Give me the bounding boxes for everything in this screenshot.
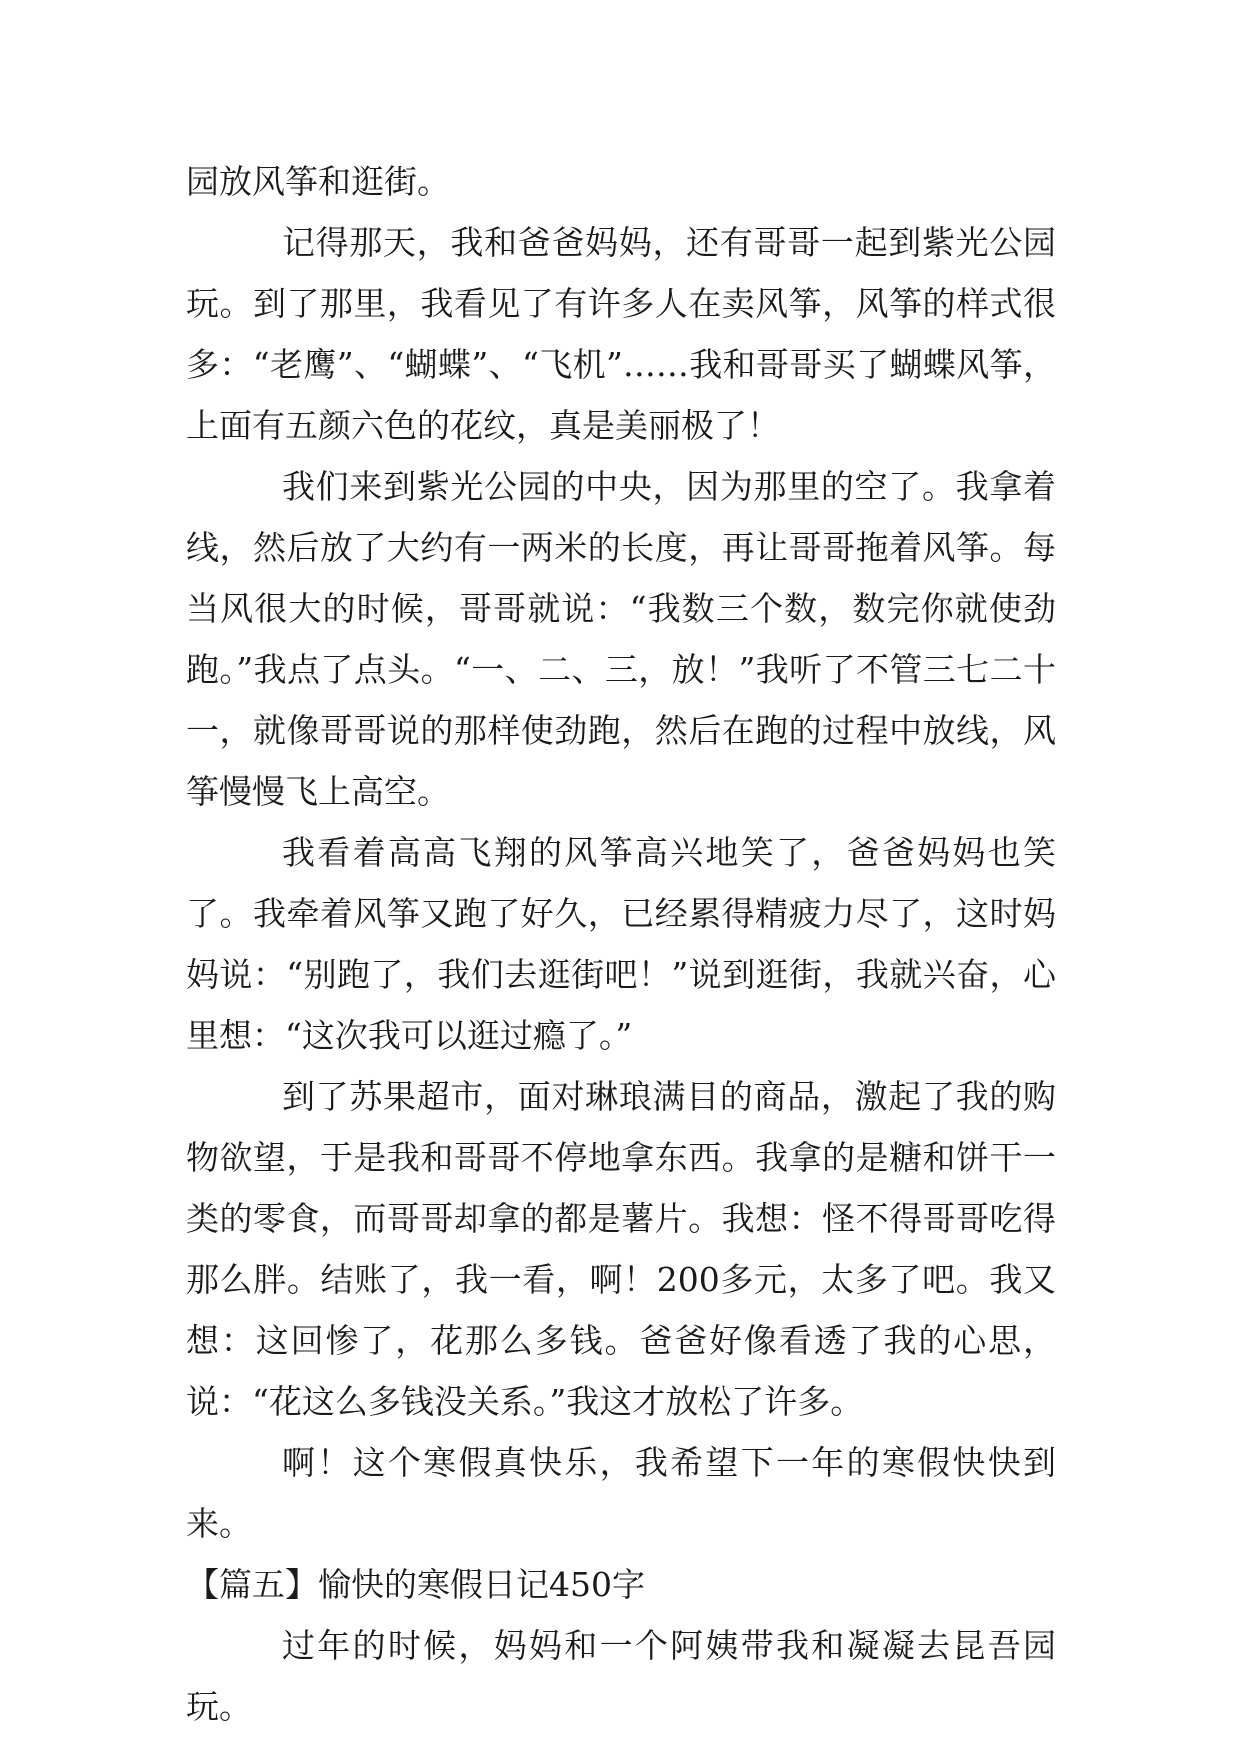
paragraph-kite-flying: 我们来到紫光公园的中央，因为那里的空了。我拿着线，然后放了大约有一两米的长度，再让哥哥拖着风筝。每当风很大的时候，哥哥就说：“我数三个数，数完你就使劲跑。”我点了点头。“一、二、三，放！”我听了不管三七二十一，就像哥哥说的那样使劲跑，然后在跑的过程中放线，风筝慢慢飞上高空。 [186, 467, 1056, 811]
section-heading: 【篇五】愉快的寒假日记450字 [186, 1565, 645, 1604]
paragraph-supermarket: 到了苏果超市，面对琳琅满目的商品，激起了我的购物欲望，于是我和哥哥不停地拿东西。我拿的是糖和饼干一类的零食，而哥哥却拿的都是薯片。我想：怪不得哥哥吃得那么胖。结账了，我一看，啊！200多元，太多了吧。我又想：这回惨了，花那么多钱。爸爸好像看透了我的心思，说：“花这么多钱没关系。”我这才放松了许多。 [186, 1077, 1056, 1421]
paragraph-conclusion: 啊！这个寒假真快乐，我希望下一年的寒假快快到来。 [186, 1443, 1056, 1543]
paragraph-park-trip: 记得那天，我和爸爸妈妈，还有哥哥一起到紫光公园玩。到了那里，我看见了有许多人在卖风筝，风筝的样式很多：“老鹰”、“蝴蝶”、“飞机”……我和哥哥买了蝴蝶风筝，上面有五颜六色的花纹，真是美丽极了！ [186, 223, 1056, 445]
paragraph-go-shopping: 我看着高高飞翔的风筝高兴地笑了，爸爸妈妈也笑了。我牵着风筝又跑了好久，已经累得精疲力尽了，这时妈妈说：“别跑了，我们去逛街吧！”说到逛街，我就兴奋，心里想：“这次我可以逛过瘾了。” [186, 833, 1056, 1055]
document-body [186, 151, 1056, 1737]
paragraph-continuation: 园放风筝和逛街。 [186, 162, 450, 201]
paragraph-new-diary: 过年的时候，妈妈和一个阿姨带我和凝凝去昆吾园玩。 [186, 1626, 1056, 1726]
